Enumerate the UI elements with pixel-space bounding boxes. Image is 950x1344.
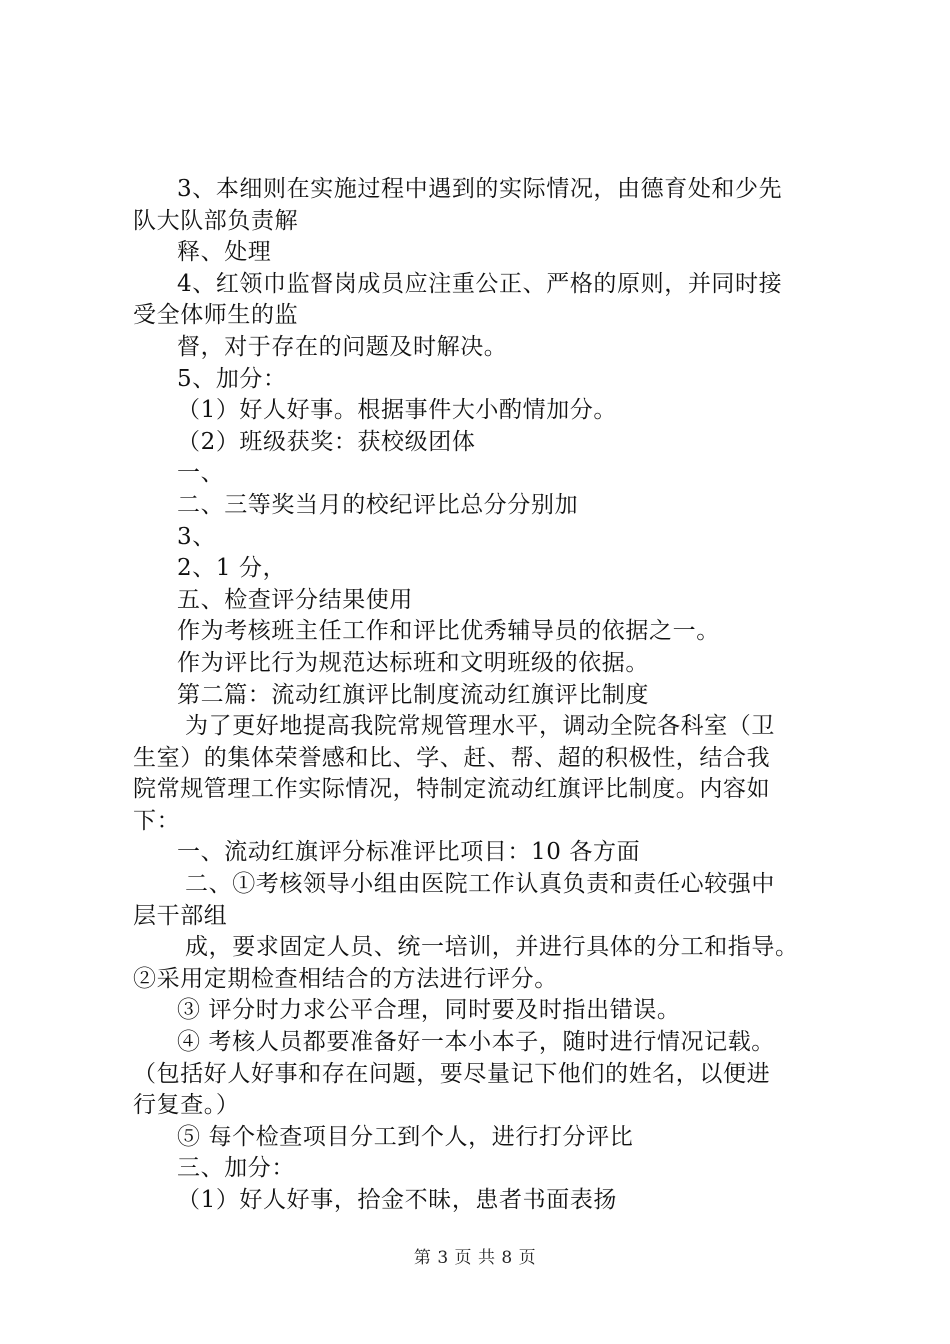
paragraph-line: 3、 (177, 523, 216, 550)
paragraph-line: （包括好人好事和存在问题，要尽量记下他们的姓名，以便进 (133, 1060, 771, 1087)
paragraph-line: （1）好人好事。根据事件大小酌情加分。 (177, 397, 618, 424)
document-body (133, 174, 841, 1217)
paragraph-line: 二、①考核领导小组由医院工作认真负责和责任心较强中 (185, 871, 775, 898)
section-heading: 第二篇：流动红旗评比制度流动红旗评比制度 (177, 681, 649, 708)
paragraph-line: 3、本细则在实施过程中遇到的实际情况，由德育处和少先 (177, 176, 783, 202)
paragraph-line: 五、检查评分结果使用 (177, 586, 413, 613)
paragraph-line: 4、红领巾监督岗成员应注重公正、严格的原则，并同时接 (177, 270, 783, 297)
paragraph-line: 行复查。） (133, 1092, 240, 1119)
paragraph-line: 队大队部负责解 (133, 207, 299, 234)
paragraph-line: 成，要求固定人员、统一培训，并进行具体的分工和指导。 (185, 934, 799, 961)
paragraph-line: 5、加分： (177, 365, 287, 392)
paragraph-line: 作为考核班主任工作和评比优秀辅导员的依据之一。 (177, 618, 720, 645)
paragraph-line: 受全体师生的监 (133, 302, 299, 329)
paragraph-line: 院常规管理工作实际情况，特制定流动红旗评比制度。内容如 (133, 776, 771, 803)
paragraph-line: （1）好人好事，拾金不昧，患者书面表扬 (177, 1187, 618, 1213)
paragraph-line: 2、1 分， (177, 555, 287, 582)
page-number-footer: 第 3 页 共 8 页 (413, 1248, 537, 1268)
paragraph-line: 为了更好地提高我院常规管理水平，调动全院各科室（卫 (185, 713, 775, 740)
paragraph-line: 二、三等奖当月的校纪评比总分分别加 (177, 491, 579, 518)
paragraph-line: 一、流动红旗评分标准评比项目：10 各方面 (177, 839, 641, 866)
paragraph-line: 作为评比行为规范达标班和文明班级的依据。 (177, 649, 649, 676)
paragraph-line: 层干部组 (133, 902, 228, 929)
paragraph-line: ②采用定期检查相结合的方法进行评分。 (133, 965, 558, 992)
paragraph-line: 生室）的集体荣誉感和比、学、赶、帮、超的积极性，结合我 (133, 744, 771, 771)
paragraph-line: 督，对于存在的问题及时解决。 (177, 333, 508, 360)
paragraph-line: ③ 评分时力求公平合理，同时要及时指出错误。 (177, 997, 681, 1024)
paragraph-line: ⑤ 每个检查项目分工到个人，进行打分评比 (177, 1123, 634, 1150)
paragraph-line: ④ 考核人员都要准备好一本小本子，随时进行情况记载。 (177, 1029, 775, 1056)
paragraph-line: 释、处理 (177, 239, 272, 266)
paragraph-line: 一、 (177, 460, 225, 487)
paragraph-line: 三、加分： (177, 1155, 295, 1182)
paragraph-line: 下： (133, 807, 181, 834)
paragraph-line: （2）班级获奖：获校级团体 (177, 428, 476, 455)
